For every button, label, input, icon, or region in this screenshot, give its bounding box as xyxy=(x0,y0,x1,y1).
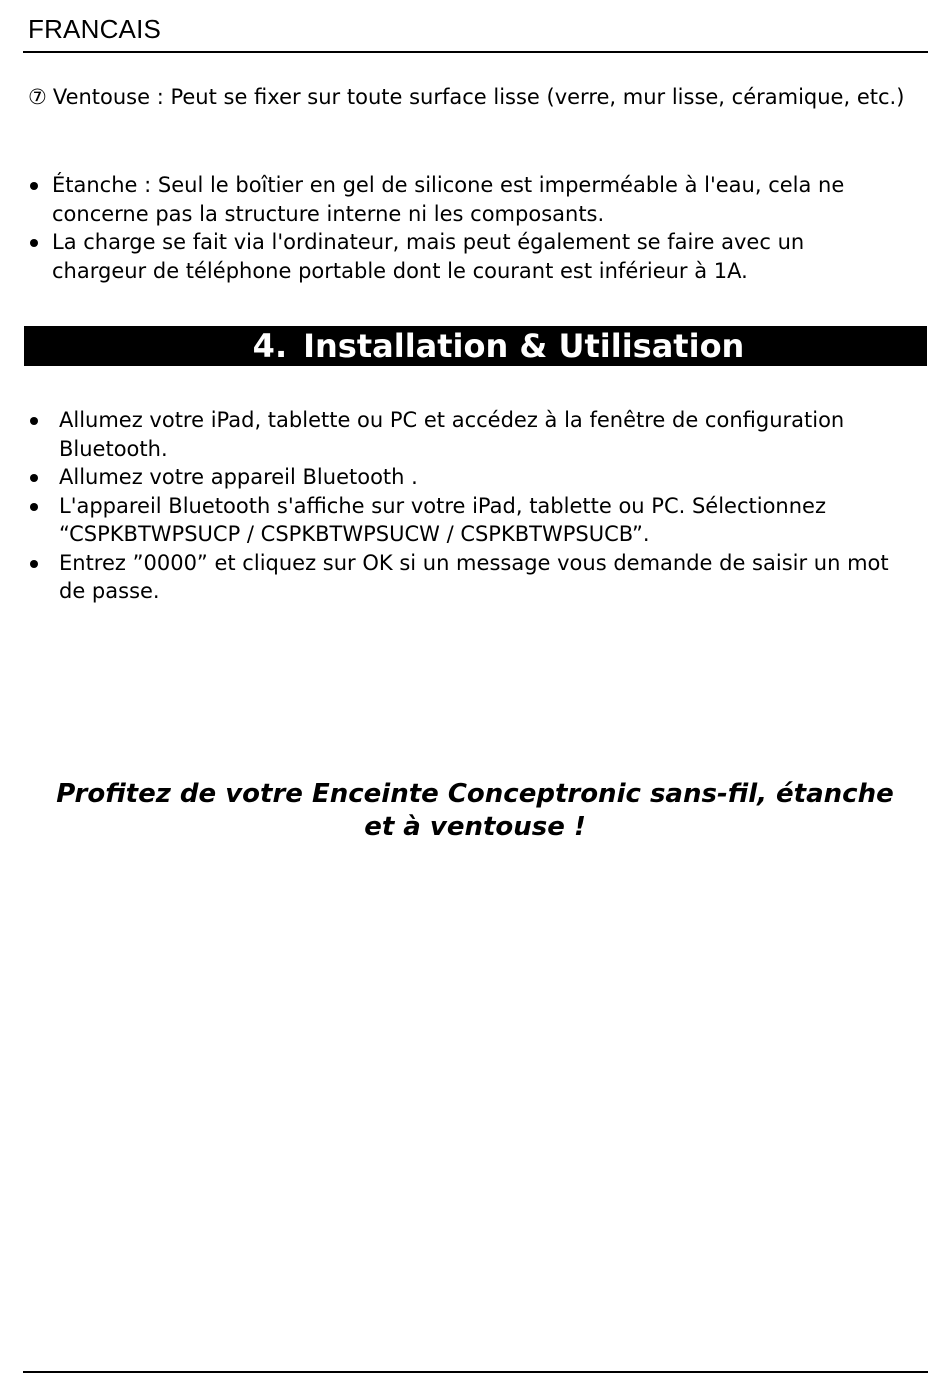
list-item xyxy=(28,492,913,549)
steps-list xyxy=(28,406,913,606)
bullet-icon xyxy=(30,474,38,482)
bullet-icon xyxy=(30,503,38,511)
section-number: 4. xyxy=(252,327,288,365)
footer-divider xyxy=(23,1371,928,1373)
bullet-icon xyxy=(30,560,38,568)
bullet-icon xyxy=(30,182,38,190)
intro-text: Ventouse : Peut se fixer sur toute surface lisse (verre, mur lisse, céramique, etc.) xyxy=(52,85,905,109)
language-header: FRANCAIS xyxy=(28,14,162,44)
bullet-icon xyxy=(30,239,38,247)
circled-number-marker: ⑦ xyxy=(28,85,47,109)
list-item xyxy=(28,406,913,463)
feature-list xyxy=(28,171,898,285)
list-item xyxy=(28,228,898,285)
section-title-text: Installation & Utilisation xyxy=(303,327,745,365)
section-title xyxy=(24,326,927,366)
step-text: Allumez votre iPad, tablette ou PC et accédez à la fenêtre de configuration Bluetooth. xyxy=(59,408,845,461)
feature-text: Étanche : Seul le boîtier en gel de silicone est imperméable à l'eau, cela ne concerne pas la structure interne ni les composants. xyxy=(52,173,845,226)
feature-text: La charge se fait via l'ordinateur, mais peut également se faire avec un chargeur de téléphone portable dont le courant est inférieur à 1A. xyxy=(52,230,805,283)
step-text: Entrez ”0000” et cliquez sur OK si un message vous demande de saisir un mot de passe. xyxy=(59,550,889,603)
list-item xyxy=(28,463,913,492)
step-text: Allumez votre appareil Bluetooth . xyxy=(59,465,418,489)
intro-paragraph xyxy=(28,82,908,112)
closing-message: Profitez de votre Enceinte Conceptronic sans-fil, étanche et à ventouse ! xyxy=(56,779,894,842)
list-item xyxy=(28,171,898,228)
header-divider xyxy=(23,51,928,53)
bullet-icon xyxy=(30,417,38,425)
list-item xyxy=(28,549,913,606)
step-text: L'appareil Bluetooth s'affiche sur votre iPad, tablette ou PC. Sélectionnez “CSPKBTWPSUCP / CSPKBTWPSUCW / CSPKBTWPSUCB”. xyxy=(59,493,826,546)
section-heading-bar xyxy=(24,326,927,366)
